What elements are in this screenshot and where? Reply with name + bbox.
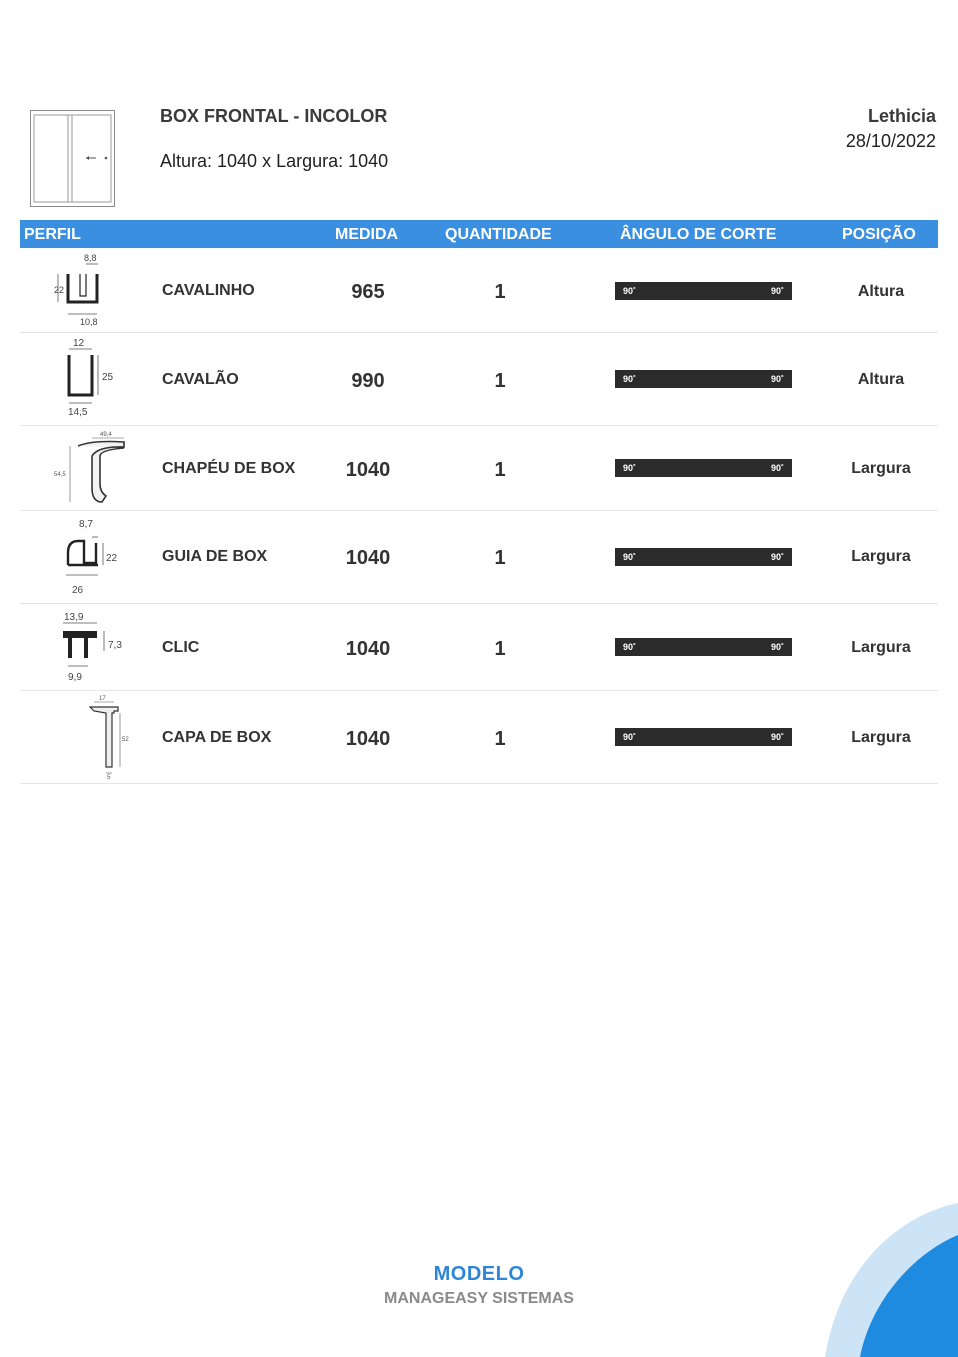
svg-text:52: 52 <box>122 737 129 743</box>
cut-angle-right: 90˚ <box>770 642 784 652</box>
posicao-value: Largura <box>851 639 911 656</box>
svg-text:9,9: 9,9 <box>68 672 82 683</box>
col-medida: MEDIDA <box>335 226 399 243</box>
profile-name: CAPA DE BOX <box>162 729 272 746</box>
col-perfil: PERFIL <box>24 226 81 243</box>
quantidade-value: 1 <box>494 638 506 660</box>
cavalinho-profile-icon <box>48 250 138 332</box>
medida-value: 1040 <box>345 728 391 750</box>
svg-text:22: 22 <box>106 553 118 564</box>
corner-swoosh-decoration <box>810 1195 958 1357</box>
profile-name: CAVALINHO <box>162 282 255 299</box>
table-row <box>20 691 938 784</box>
cut-angle-left: 90˚ <box>623 374 637 384</box>
svg-text:8,8: 8,8 <box>84 253 97 263</box>
cut-angle-bar <box>615 459 792 477</box>
cut-angle-bar <box>615 548 792 566</box>
medida-value: 1040 <box>345 638 391 660</box>
capa-de-box-profile-icon <box>48 691 138 783</box>
chapeu-de-box-profile-icon <box>48 426 138 510</box>
medida-value: 965 <box>351 281 385 303</box>
posicao-value: Largura <box>851 729 911 746</box>
svg-text:10,8: 10,8 <box>80 317 98 327</box>
quantidade-value: 1 <box>494 459 506 481</box>
cut-angle-left: 90˚ <box>623 552 637 562</box>
table-row <box>20 511 938 604</box>
footer-company-name: MANAGEASY SISTEMAS <box>384 1290 574 1307</box>
svg-text:54,5: 54,5 <box>54 472 66 478</box>
profile-name: CLIC <box>162 639 200 656</box>
medida-value: 990 <box>351 370 385 392</box>
cut-angle-bar <box>615 728 792 746</box>
posicao-value: Largura <box>851 548 911 565</box>
cut-angle-left: 90˚ <box>623 642 637 652</box>
cut-angle-right: 90˚ <box>770 374 784 384</box>
cut-angle-right: 90˚ <box>770 463 784 473</box>
svg-text:14,5: 14,5 <box>68 407 88 418</box>
svg-text:25: 25 <box>102 372 114 383</box>
cut-angle-bar <box>615 282 792 300</box>
cut-angle-right: 90˚ <box>770 732 784 742</box>
quantidade-value: 1 <box>494 281 506 303</box>
svg-text:5: 5 <box>107 775 111 781</box>
svg-text:8,7: 8,7 <box>79 519 93 530</box>
col-angulo: ÂNGULO DE CORTE <box>620 226 777 243</box>
svg-text:49,4: 49,4 <box>100 432 112 438</box>
profile-name: GUIA DE BOX <box>162 548 268 565</box>
cut-angle-right: 90˚ <box>770 286 784 296</box>
svg-text:12: 12 <box>73 338 85 349</box>
medida-value: 1040 <box>345 547 391 569</box>
cut-angle-right: 90˚ <box>770 552 784 562</box>
svg-text:17: 17 <box>99 696 106 702</box>
profile-name: CAVALÃO <box>162 371 239 388</box>
medida-value: 1040 <box>345 459 391 481</box>
cut-angle-left: 90˚ <box>623 286 637 296</box>
project-title: BOX FRONTAL - INCOLOR <box>160 106 388 126</box>
report-date: 28/10/2022 <box>845 131 936 151</box>
clic-profile-icon <box>48 604 138 690</box>
guia-de-box-profile-icon <box>48 511 138 603</box>
project-dimensions: Altura: 1040 x Largura: 1040 <box>160 151 389 171</box>
posicao-value: Altura <box>857 283 905 300</box>
profile-name: CHAPÉU DE BOX <box>162 460 296 477</box>
footer-model-label: MODELO <box>433 1263 525 1285</box>
cavalao-profile-icon <box>48 333 138 425</box>
cut-angle-bar <box>615 370 792 388</box>
cut-angle-left: 90˚ <box>623 463 637 473</box>
svg-text:22: 22 <box>54 285 65 295</box>
posicao-value: Altura <box>857 371 905 388</box>
quantidade-value: 1 <box>494 370 506 392</box>
cut-angle-bar <box>615 638 792 656</box>
svg-text:13,9: 13,9 <box>64 612 84 623</box>
posicao-value: Largura <box>851 460 911 477</box>
table-row <box>20 426 938 511</box>
cut-angle-left: 90˚ <box>623 732 637 742</box>
col-posicao: POSIÇÃO <box>842 226 916 243</box>
table-row <box>20 604 938 691</box>
col-quantidade: QUANTIDADE <box>445 226 552 243</box>
table-row <box>20 250 938 333</box>
quantidade-value: 1 <box>494 728 506 750</box>
table-header <box>20 220 938 248</box>
user-name: Lethicia <box>867 106 936 126</box>
box-frontal-thumbnail <box>30 110 115 207</box>
table-row <box>20 333 938 426</box>
svg-text:7,3: 7,3 <box>108 640 122 651</box>
svg-text:26: 26 <box>72 585 84 596</box>
quantidade-value: 1 <box>494 547 506 569</box>
